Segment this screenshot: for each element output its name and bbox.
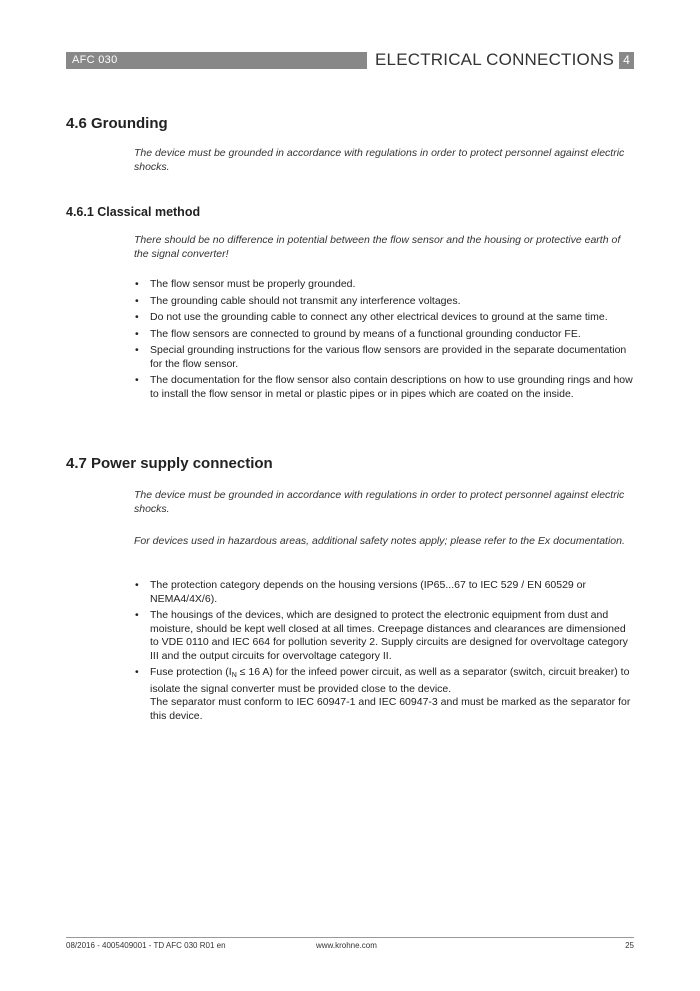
subsection-heading-classical-method: 4.6.1 Classical method [66, 205, 201, 219]
hazardous-areas-note: For devices used in hazardous areas, additional safety notes apply; please refer to the Ex documentation. [134, 535, 625, 547]
list-item: • The protection category depends on the housing versions (IP65...67 to IEC 529 / EN 60529 or NEMA4/4X/6). [134, 579, 634, 606]
list-item: • Special grounding instructions for the various flow sensors are provided in the separate documentation for the flow sensor. [134, 344, 634, 371]
fuse-subscript: N [231, 672, 237, 679]
list-item: • The documentation for the flow sensor also contain descriptions on how to use grounding rings and how to install the flow sensor in metal or plastic pipes or in pipes which are coated on the inside. [134, 374, 634, 401]
document-reference: 08/2016 - 4005409001 - TD AFC 030 R01 en [66, 941, 226, 950]
product-name: AFC 030 [72, 54, 118, 66]
chapter-title: ELECTRICAL CONNECTIONS [375, 50, 614, 69]
list-item: • The flow sensors are connected to ground by means of a functional grounding conductor FE. [134, 328, 634, 342]
power-supply-note: The device must be grounded in accordance with regulations in order to protect personnel against electric shocks. [134, 489, 625, 515]
chapter-number-badge: 4 [619, 52, 634, 69]
classical-method-note: There should be no difference in potential between the flow sensor and the housing or protective earth of the signal converter! [134, 234, 621, 260]
fuse-text-separator: The separator must conform to IEC 60947-1 and IEC 60947-3 and must be marked as the separator for this device. [150, 696, 631, 722]
page-header [66, 52, 634, 71]
list-item: • The flow sensor must be properly grounded. [134, 278, 634, 292]
section-heading-power-supply: 4.7 Power supply connection [66, 455, 273, 472]
website-link[interactable]: www.krohne.com [316, 941, 377, 950]
list-item-fuse-protection [134, 666, 634, 723]
footer-divider [66, 937, 634, 938]
power-supply-list [134, 579, 634, 726]
header-bar [66, 52, 367, 69]
section-heading-grounding: 4.6 Grounding [66, 115, 168, 132]
grounding-note: The device must be grounded in accordance with regulations in order to protect personnel against electric shocks. [134, 147, 625, 173]
page-footer [66, 941, 634, 955]
list-item: • Do not use the grounding cable to connect any other electrical devices to ground at the same time. [134, 311, 634, 325]
list-item: • The housings of the devices, which are designed to protect the electronic equipment from dust and moisture, should be kept well closed at all times. Creepage distances and clearances are dimensioned to VDE 0110 and IEC 664 for pollution severity 2. Supply circuits are designed for overvoltage category III and the output circuits for overvoltage category II. [134, 609, 634, 663]
list-item: • The grounding cable should not transmit any interference voltages. [134, 295, 634, 309]
fuse-text-prefix: Fuse protection (I [150, 666, 232, 678]
classical-method-list [134, 278, 634, 404]
fuse-text-suffix: ≤ 16 A) for the infeed power circuit, as well as a separator (switch, circuit breaker) to isolate the signal converter must be provided close to the device. [150, 666, 630, 695]
page-number: 25 [625, 941, 634, 950]
